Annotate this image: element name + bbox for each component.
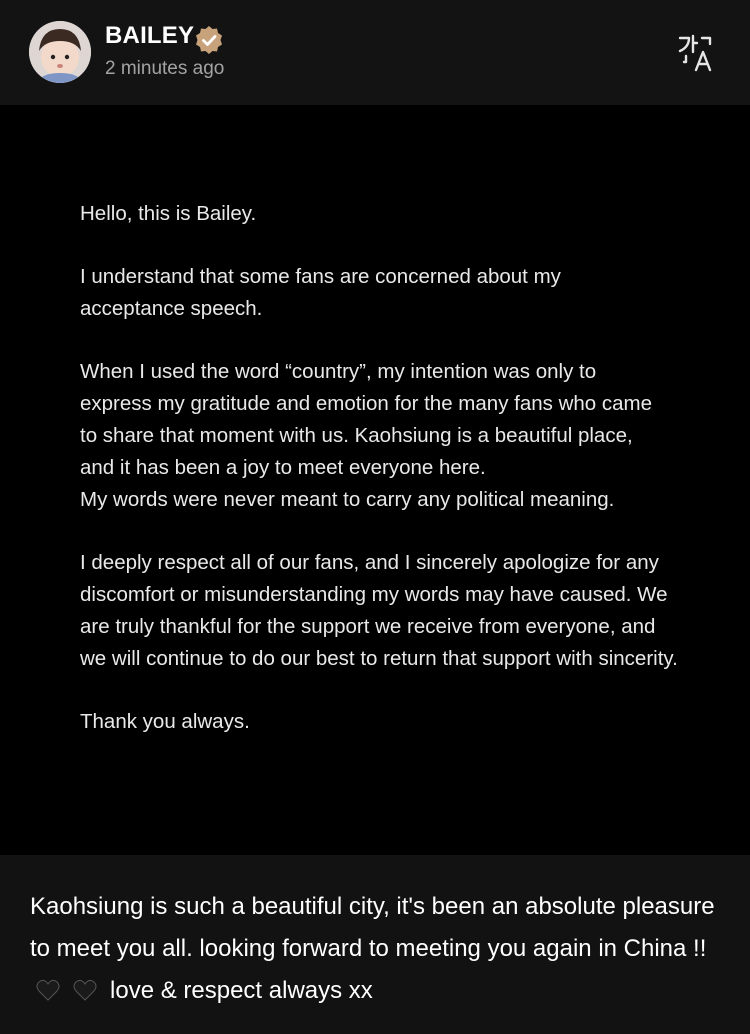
letter-paragraph: I understand that some fans are concerned about my acceptance speech. <box>80 265 561 320</box>
author-avatar[interactable] <box>29 21 91 83</box>
author-name[interactable]: BAILEY <box>105 22 195 49</box>
letter-paragraph: I deeply respect all of our fans, and I sincerely apologize for any discomfort or misunderstanding my words may have caused. We are truly thankful for the support we receive from everyone, and we will continue to do our best to return that support with sincerity. <box>80 551 678 670</box>
letter-paragraph-part: When I used the word “country”, my intention was only to express my gratitude and emotion for the many fans who came to share that moment with us. Kaohsiung is a beautiful place, and it has been a joy to meet everyone here. <box>80 360 653 479</box>
letter-paragraph: Thank you always. <box>80 710 250 733</box>
caption-text: Kaohsiung is such a beautiful city, it's been an absolute pleasure to meet you all. looking forward to meeting you again in China !! <box>30 893 715 962</box>
letter-paragraph <box>80 356 670 516</box>
post-header <box>0 0 750 105</box>
verified-badge-icon <box>193 24 225 56</box>
letter-paragraph: Hello, this is Bailey. <box>80 202 257 225</box>
letter-paragraph-part: My words were never meant to carry any political meaning. <box>80 488 615 511</box>
translate-icon[interactable] <box>676 32 718 74</box>
post-caption <box>30 886 730 1012</box>
caption-signoff: love & respect always xx <box>110 977 373 1004</box>
letter-image <box>0 105 750 855</box>
black-heart-icon <box>36 979 60 1001</box>
post-timestamp: 2 minutes ago <box>105 58 225 79</box>
letter-text <box>80 198 700 769</box>
black-heart-icon <box>73 979 97 1001</box>
avatar-image <box>29 21 91 83</box>
